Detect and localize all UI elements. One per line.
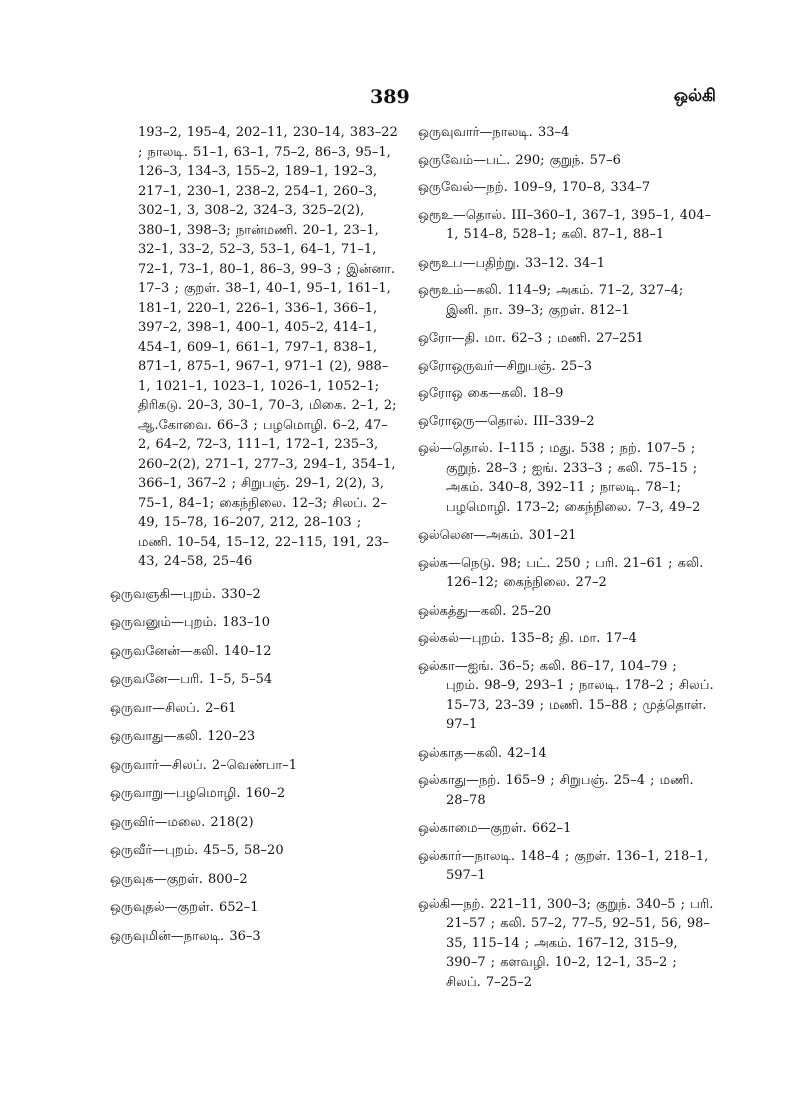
index-entry: ஒல்க—நெடு. 98; பட். 250 ; பரி. 21–61 ; கலி. 126–12; கைந்நிலை. 27–2 — [418, 555, 704, 590]
index-entry: ஒரோஒ கை—கலி. 18–9 — [418, 386, 564, 401]
index-entry: ஒருவுக—குறள். 800–2 — [110, 871, 248, 887]
index-entry: ஒரோஒரு—தொல். III–339–2 — [418, 413, 595, 429]
index-entry: ஒருவனேன்—கலி. 140–12 — [110, 643, 272, 659]
index-entry: ஒருவனும்—புறம். 183–10 — [110, 615, 271, 630]
index-entry: ஒல்காமை—குறள். 662–1 — [418, 821, 572, 836]
page-header — [0, 86, 800, 116]
index-entry: ஒரூஉப—பதிற்று. 33–12. 34–1 — [418, 255, 606, 271]
index-entry: ஒருவார்—சிலப். 2–வெண்பா–1 — [110, 757, 297, 773]
index-entry: ஒருவுதல்—குறள். 652–1 — [110, 900, 259, 915]
index-entry: ஒரோஒருவர்—சிறுபஞ். 25–3 — [418, 358, 593, 374]
index-entry: ஒல்லென—அகம். 301–21 — [418, 528, 577, 543]
index-entry: ஒருவாது—கலி. 120–23 — [110, 729, 256, 744]
index-entry: ஒரூஉம்—கலி. 114–9; அகம். 71–2, 327–4; இனி. நா. 39–3; குறள். 812–1 — [418, 283, 684, 318]
index-entry: ஒருவுமின்—நாலடி. 36–3 — [110, 928, 261, 944]
index-entry: ஒரோ—தி. மா. 62–3 ; மணி. 27–251 — [418, 331, 644, 346]
index-entry: ஒரூஉ—தொல். III–360–1, 367–1, 395–1, 404–1, 514–8, 528–1; கலி. 87–1, 88–1 — [418, 207, 712, 242]
index-entry: ஒல்கல்—புறம். 135–8; தி. மா. 17–4 — [418, 631, 637, 646]
index-entry: ஒல்கி—நற். 221–11, 300–3; குறுந். 340–5 ; பரி. 21–57 ; கலி. 57–2, 77–5, 92–51, 56, 98–35, 115–14 ; அகம். 167–12, 315–9, 390–7 ; களவழி. 10–2, 12–1, 35–2 ; சிலப். 7–25–2 — [418, 896, 714, 990]
index-entry: ஒல்காத—கலி. 42–14 — [418, 745, 547, 761]
right-column — [418, 123, 714, 1001]
continued-entry: 193–2, 195–4, 202–11, 230–14, 383–22 ; நாலடி. 51–1, 63–1, 75–2, 86–3, 95–1, 126–3, 134–3, 155–2, 189–1, 192–3, 217–1, 230–1, 238–2, 254–1, 260–3, 302–1, 3, 308–2, 324–3, 325–2(2), 380–1, 398–3; நான்மணி. 20–1, 23–1, 32–1, 33–2, 52–3, 53–1, 64–1, 71–1, 72–1, 73–1, 80–1, 86–3, 99–3 ; இன்னா. 17–3 ; குறள். 38–1, 40–1, 95–1, 161–1, 181–1, 220–1, 226–1, 336–1, 366–1, 397–2, 398–1, 400–1, 405–2, 414–1, 454–1, 609–1, 661–1, 797–1, 838–1, 871–1, 875–1, 967–1, 971–1 (2), 988–1, 1021–1, 1023–1, 1026–1, 1052–1; திரிகடு. 20–3, 30–1, 70–3, மிகை. 2–1, 2; ஆ.கோவை. 66–3 ; பழமொழி. 6–2, 47–2, 64–2, 72–3, 111–1, 172–1, 235–3, 260–2(2), 271–1, 277–3, 294–1, 354–1, 366–1, 367–2 ; சிறுபஞ். 29–1, 2(2), 3, 75–1, 84–1; கைந்நிலை. 12–3; சிலப். 2–49, 15–78, 16–207, 212, 28–103 ; மணி. 10–54, 15–12, 22–115, 191, 23–43, 24–58, 25–46 — [138, 125, 398, 569]
index-entry: ஒருவாறு—பழமொழி. 160–2 — [110, 786, 286, 801]
index-entry: ஒல்கார்—நாலடி. 148–4 ; குறள். 136–1, 218–1, 597–1 — [418, 848, 709, 883]
index-entry: ஒருவிர்—மலை. 218(2) — [110, 814, 254, 830]
index-entry: ஒருவீர்—புறம். 45–5, 58–20 — [110, 843, 284, 858]
index-entry: ஒல்கா—ஐங். 36–5; கலி. 86–17, 104–79 ; புறம். 98–9, 293–1 ; நாலடி. 178–2 ; சிலப். 15–73, 23–39 ; மணி. 15–88 ; முத்தொள். 97–1 — [418, 658, 714, 732]
index-entry: ஒருவனே—பரி. 1–5, 5–54 — [110, 672, 273, 687]
index-entry: ஒருவேல்—நற். 109–9, 170–8, 334–7 — [418, 180, 651, 195]
page-number: 389 — [370, 86, 410, 108]
running-head: ஒல்கி — [673, 86, 716, 106]
index-entry: ஒருவேம்—பட். 290; குறுந். 57–6 — [418, 152, 621, 168]
left-column — [110, 123, 400, 955]
index-entry: ஒல்காது—நற். 165–9 ; சிறுபஞ். 25–4 ; மணி. 28–78 — [418, 773, 694, 808]
index-entry: ஒல்கத்து—கலி. 25–20 — [418, 603, 552, 619]
index-entry: ஒருவா—சிலப். 2–61 — [110, 700, 237, 716]
index-entry: ஒருவுவார்—நாலடி. 33–4 — [418, 125, 570, 140]
index-entry: ஒல்—தொல். I–115 ; மது. 538 ; நற். 107–5 ; குறுந். 28–3 ; ஐங். 233–3 ; கலி. 75–15 ; அகம். 340–8, 392–11 ; நாலடி. 78–1; பழமொழி. 173–2; கைந்நிலை. 7–3, 49–2 — [418, 441, 701, 515]
index-entry: ஒருவஞகி—புறம். 330–2 — [110, 586, 261, 602]
